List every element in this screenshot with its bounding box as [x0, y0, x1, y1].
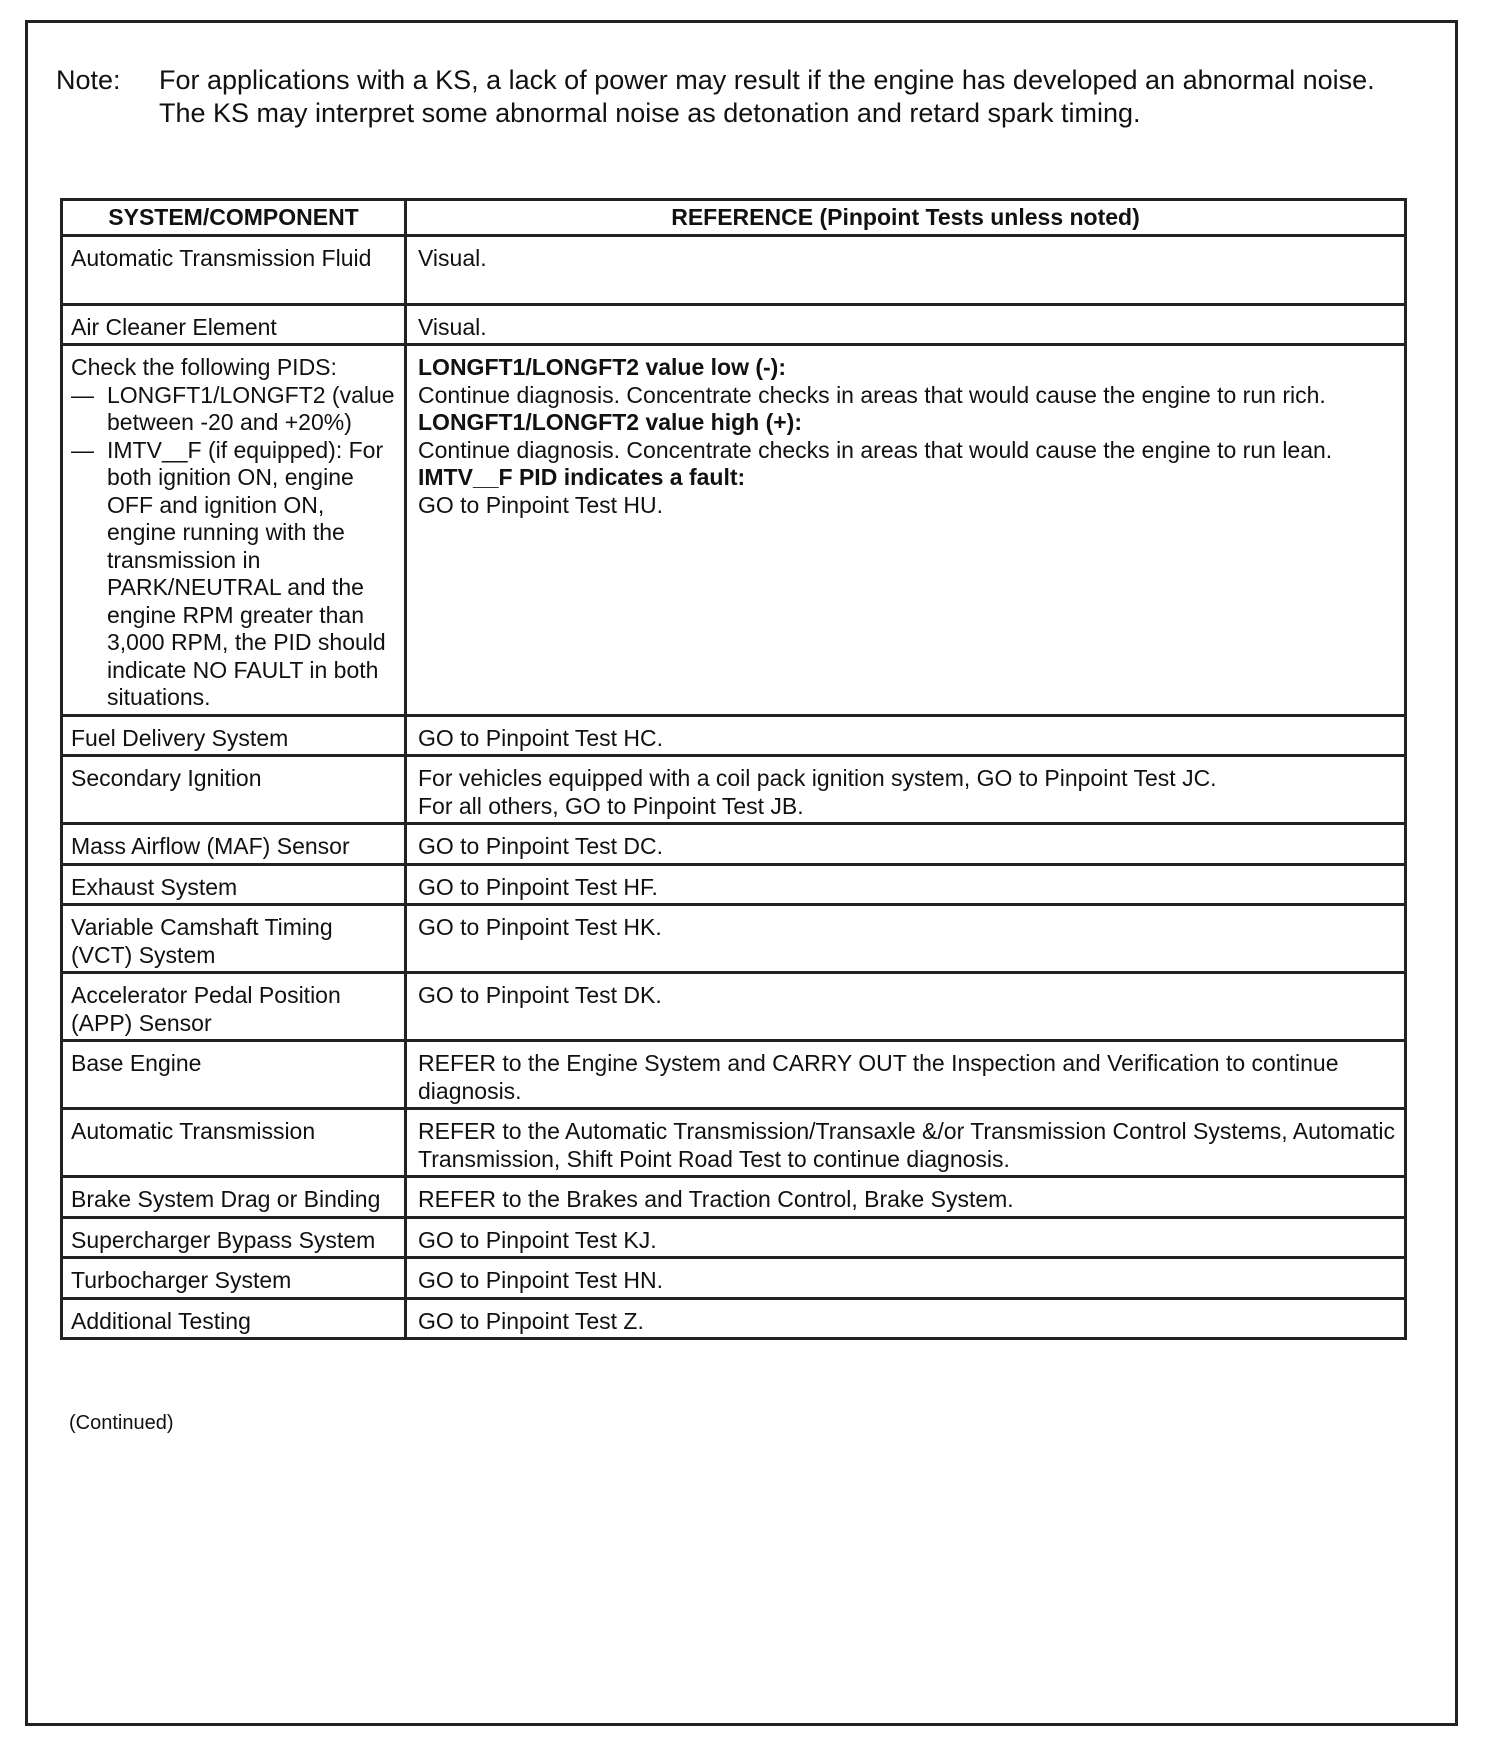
reference-heading: IMTV__F PID indicates a fault:	[418, 464, 746, 490]
reference-text: Continue diagnosis. Concentrate checks in areas that would cause the engine to run rich.	[418, 381, 1326, 408]
pid-item-text: LONGFT1/LONGFT2 (value between -20 and +20%)	[107, 381, 395, 435]
component-cell: Secondary Ignition	[62, 756, 406, 824]
note-text: For applications with a KS, a lack of power may result if the engine has developed an abnormal noise. The KS may interpret some abnormal noise as detonation and retard spark timing.	[159, 65, 1375, 128]
header-system-component: SYSTEM/COMPONENT	[62, 200, 406, 236]
reference-cell: GO to Pinpoint Test HF.	[406, 864, 1406, 905]
reference-cell: GO to Pinpoint Test KJ.	[406, 1217, 1406, 1258]
table-row	[62, 304, 1406, 345]
reference-line: For vehicles equipped with a coil pack ignition system, GO to Pinpoint Test JC.	[418, 765, 1217, 791]
pid-list-item	[71, 437, 396, 712]
table-row	[62, 905, 1406, 973]
reference-heading: LONGFT1/LONGFT2 value low (-):	[418, 354, 786, 380]
component-cell: Brake System Drag or Binding	[62, 1177, 406, 1218]
component-cell: Accelerator Pedal Position (APP) Sensor	[62, 973, 406, 1041]
component-cell: Exhaust System	[62, 864, 406, 905]
component-cell: Additional Testing	[62, 1298, 406, 1339]
reference-cell: GO to Pinpoint Test Z.	[406, 1298, 1406, 1339]
reference-cell: REFER to the Brakes and Traction Control, Brake System.	[406, 1177, 1406, 1218]
table-row	[62, 715, 1406, 756]
header-reference: REFERENCE (Pinpoint Tests unless noted)	[406, 200, 1406, 236]
continued-label: (Continued)	[69, 1412, 174, 1434]
reference-line: For all others, GO to Pinpoint Test JB.	[418, 792, 804, 819]
component-cell: Air Cleaner Element	[62, 304, 406, 345]
reference-cell: GO to Pinpoint Test DK.	[406, 973, 1406, 1041]
component-cell: Mass Airflow (MAF) Sensor	[62, 824, 406, 865]
component-cell: Automatic Transmission	[62, 1109, 406, 1177]
table-row	[62, 756, 1406, 824]
reference-cell: REFER to the Engine System and CARRY OUT the Inspection and Verification to continue diagnosis.	[406, 1041, 1406, 1109]
table-row	[62, 345, 1406, 716]
reference-heading: LONGFT1/LONGFT2 value high (+):	[418, 409, 802, 435]
component-cell: Supercharger Bypass System	[62, 1217, 406, 1258]
reference-text: Continue diagnosis. Concentrate checks in areas that would cause the engine to run lean.	[418, 436, 1333, 463]
table-row	[62, 1298, 1406, 1339]
component-cell: Automatic Transmission Fluid	[62, 235, 406, 304]
reference-cell: REFER to the Automatic Transmission/Transaxle &/or Transmission Control Systems, Automatic Transmission, Shift Point Road Test to continue diagnosis.	[406, 1109, 1406, 1177]
reference-cell	[406, 756, 1406, 824]
dash-marker: —	[71, 381, 94, 408]
table-row	[62, 864, 1406, 905]
reference-cell: Visual.	[406, 304, 1406, 345]
reference-cell: GO to Pinpoint Test HK.	[406, 905, 1406, 973]
reference-cell: GO to Pinpoint Test HN.	[406, 1258, 1406, 1299]
reference-table	[60, 198, 1407, 1340]
reference-cell: Visual.	[406, 235, 1406, 304]
reference-cell	[406, 345, 1406, 716]
reference-cell: GO to Pinpoint Test DC.	[406, 824, 1406, 865]
component-cell: Base Engine	[62, 1041, 406, 1109]
reference-text: GO to Pinpoint Test HU.	[418, 491, 664, 518]
pid-check-intro: Check the following PIDS:	[71, 354, 337, 380]
component-cell: Variable Camshaft Timing (VCT) System	[62, 905, 406, 973]
table-row	[62, 1217, 1406, 1258]
note-block	[56, 64, 1376, 130]
dash-marker: —	[71, 436, 94, 463]
table-row	[62, 235, 1406, 304]
table-row	[62, 973, 1406, 1041]
reference-cell: GO to Pinpoint Test HC.	[406, 715, 1406, 756]
table-row	[62, 1177, 1406, 1218]
component-cell: Turbocharger System	[62, 1258, 406, 1299]
pid-item-text: IMTV__F (if equipped): For both ignition ON, engine OFF and ignition ON, engine running with the transmission in PARK/NEUTRAL and the engine RPM greater than 3,000 RPM, the PID should indicate NO FAULT in both situations.	[107, 436, 386, 710]
table-row	[62, 824, 1406, 865]
pid-list-item	[71, 382, 396, 437]
note-label: Note:	[56, 65, 121, 95]
table-row	[62, 1258, 1406, 1299]
component-cell: Fuel Delivery System	[62, 715, 406, 756]
component-cell	[62, 345, 406, 716]
table-row	[62, 1041, 1406, 1109]
table-row	[62, 1109, 1406, 1177]
table-header-row	[62, 200, 1406, 236]
